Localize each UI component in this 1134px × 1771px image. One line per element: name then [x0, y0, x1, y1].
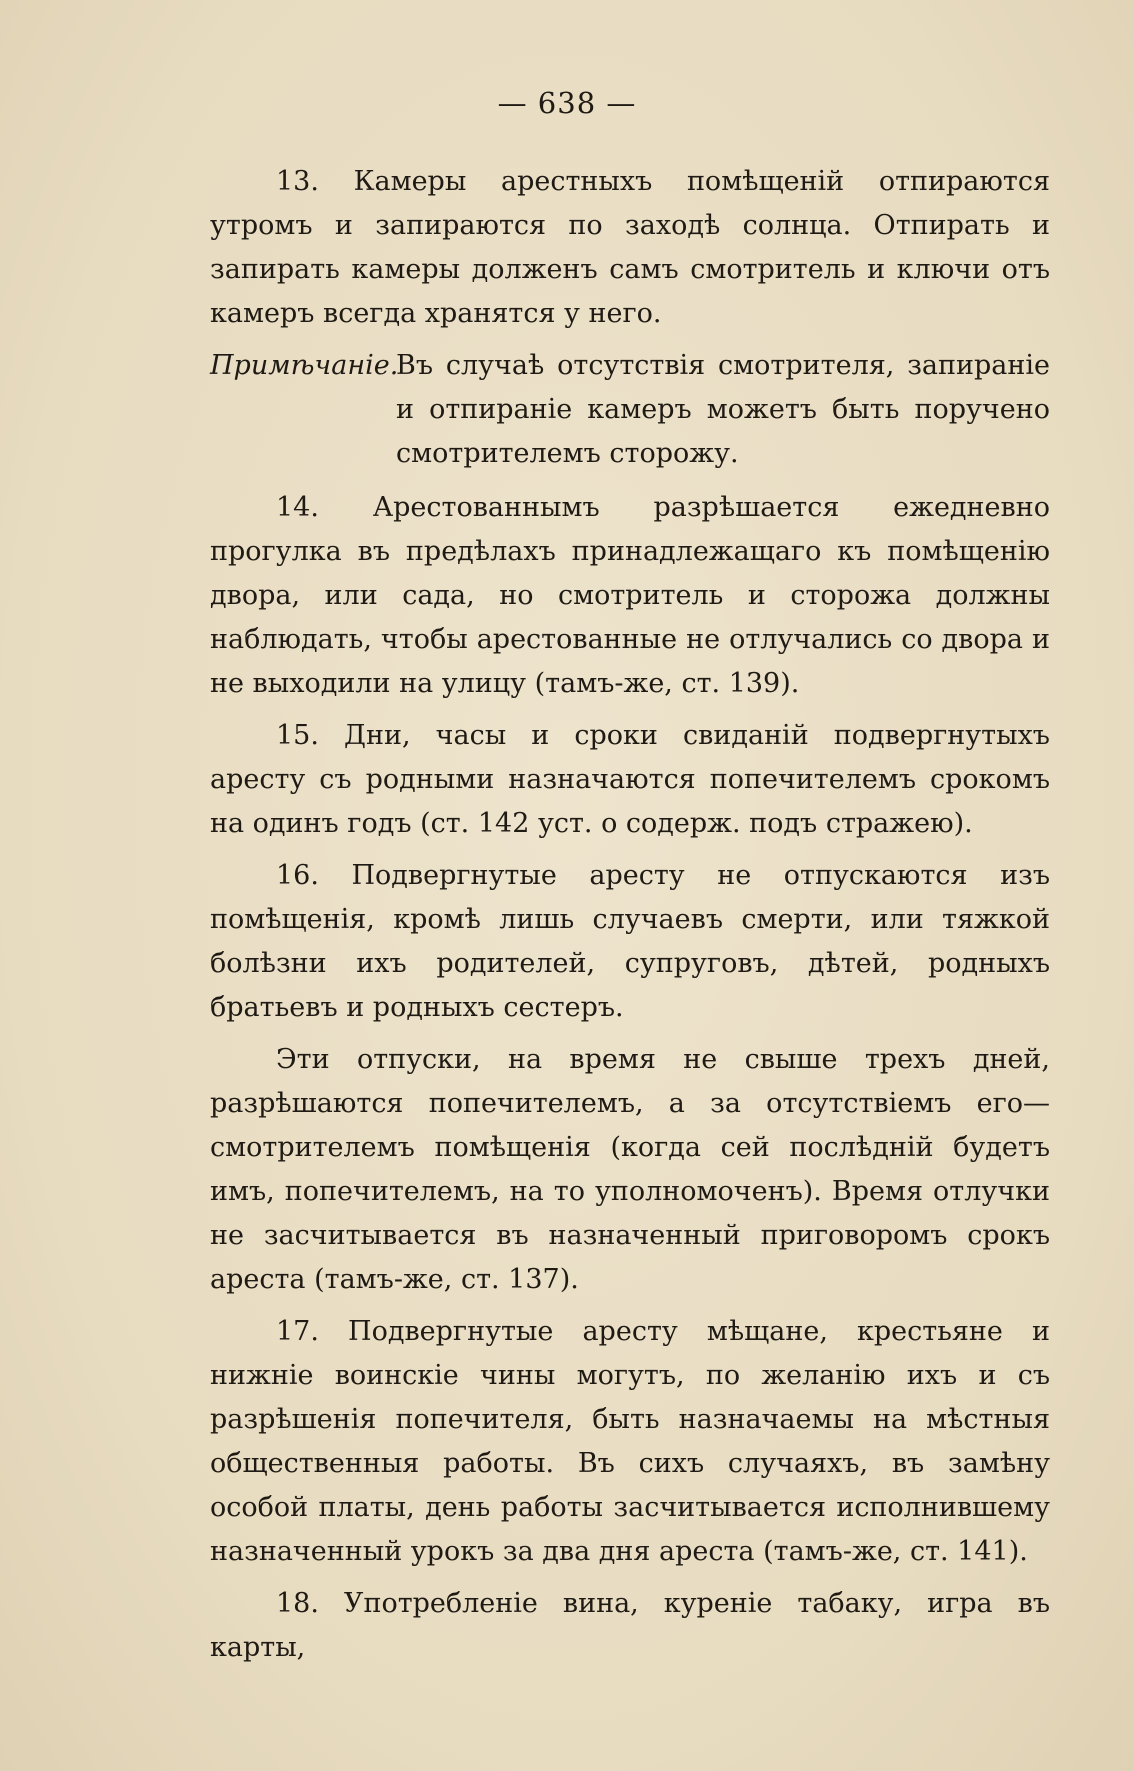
page-body [210, 160, 1050, 1678]
note-label: Примѣчаніе. [210, 350, 399, 381]
note-block [210, 344, 1050, 476]
paragraph-17: 17. Подвергнутые аресту мѣщане, крестьяне и нижніе воинскіе чины могутъ, по желанію ихъ и съ разрѣшенія попечителя, быть назначаемы на мѣстныя общественныя работы. Въ сихъ случаяхъ, въ замѣну особой платы, день работы засчитывается исполнившему назначенный урокъ за два дня ареста (тамъ-же, ст. 141). [210, 1316, 1050, 1567]
paragraph-16-continuation: Эти отпуски, на время не свыше трехъ дней, разрѣшаются попечителемъ, а за отсутствіемъ его—смотрителемъ помѣщенія (когда сей послѣдній будетъ имъ, попечителемъ, на то уполномоченъ). Время отлучки не засчитывается въ назначенный приговоромъ срокъ ареста (тамъ-же, ст. 137). [210, 1044, 1050, 1295]
note-text: Въ случаѣ отсутствія смотрителя, запираніе и отпираніе камеръ можетъ быть поручено смотрителемъ сторожу. [396, 350, 1050, 469]
paragraph-13: 13. Камеры арестныхъ помѣщеній отпираются утромъ и запираются по заходѣ солнца. Отпирать и запирать камеры долженъ самъ смотритель и ключи отъ камеръ всегда хранятся у него. [210, 166, 1050, 329]
paragraph-15: 15. Дни, часы и сроки свиданій подвергнутыхъ аресту съ родными назначаются попечителемъ срокомъ на одинъ годъ (ст. 142 уст. о содерж. подъ стражею). [210, 720, 1050, 839]
paragraph-16: 16. Подвергнутые аресту не отпускаются изъ помѣщенія, кромѣ лишь случаевъ смерти, или тяжкой болѣзни ихъ родителей, супруговъ, дѣтей, родныхъ братьевъ и родныхъ сестеръ. [210, 860, 1050, 1023]
page-number: — 638 — [497, 86, 637, 120]
paragraph-14: 14. Арестованнымъ разрѣшается ежедневно прогулка въ предѣлахъ принадлежащаго къ помѣщенію двора, или сада, но смотритель и сторожа должны наблюдать, чтобы арестованные не отлучались со двора и не выходили на улицу (тамъ-же, ст. 139). [210, 492, 1050, 699]
paragraph-18: 18. Употребленіе вина, куреніе табаку, игра въ карты, [210, 1588, 1050, 1663]
